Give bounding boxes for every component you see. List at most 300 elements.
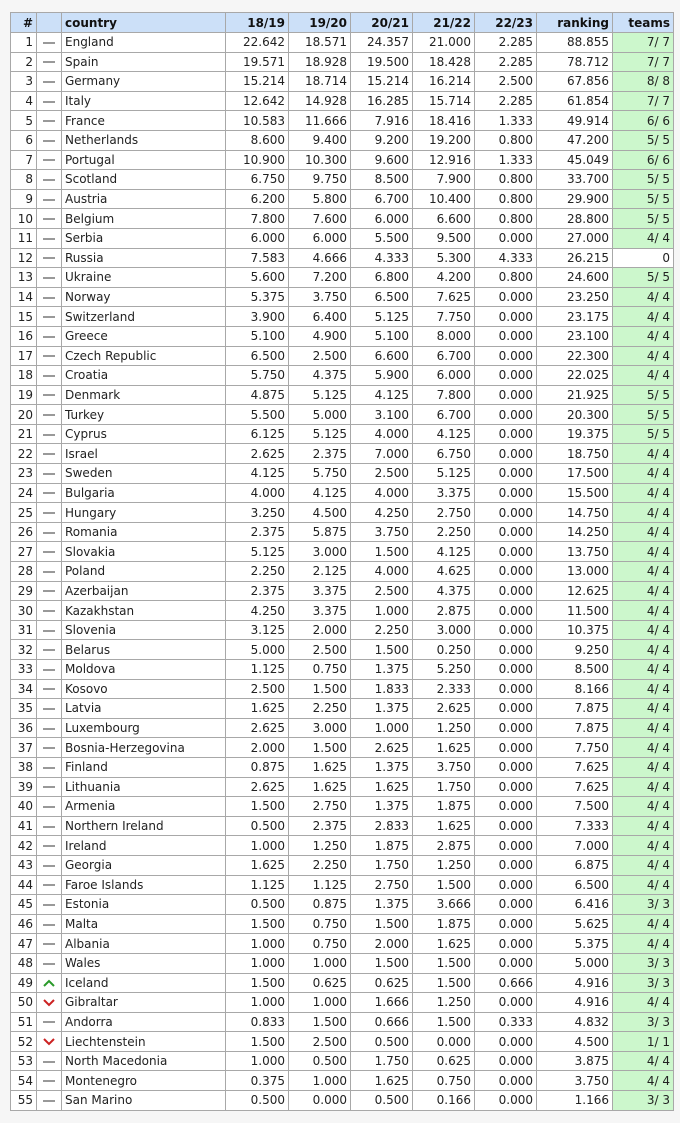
- header-country[interactable]: country: [62, 13, 226, 33]
- teams-cell: 4/ 4: [613, 620, 674, 640]
- season-19-20-cell: 18.571: [289, 33, 351, 53]
- rank-cell: 36: [11, 718, 37, 738]
- season-18-19-cell: 3.125: [226, 620, 289, 640]
- season-18-19-cell: 0.500: [226, 895, 289, 915]
- season-20-21-cell: 1.500: [351, 542, 413, 562]
- country-cell: Montenegro: [62, 1071, 226, 1091]
- rank-cell: 4: [11, 91, 37, 111]
- ranking-cell: 4.832: [537, 1012, 613, 1032]
- country-cell: Finland: [62, 757, 226, 777]
- season-21-22-cell: 1.625: [413, 816, 475, 836]
- trend-unchanged-icon: [42, 939, 56, 949]
- trend-unchanged-icon: [42, 410, 56, 420]
- rank-cell: 14: [11, 287, 37, 307]
- ranking-cell: 10.375: [537, 620, 613, 640]
- trend-unchanged-icon: [42, 214, 56, 224]
- table-row: [11, 33, 674, 53]
- season-21-22-cell: 1.250: [413, 855, 475, 875]
- season-18-19-cell: 1.125: [226, 660, 289, 680]
- trend-cell: [37, 934, 62, 954]
- rank-cell: 46: [11, 914, 37, 934]
- season-18-19-cell: 3.250: [226, 503, 289, 523]
- header-season-22-23[interactable]: 22/23: [475, 13, 537, 33]
- season-18-19-cell: 1.125: [226, 875, 289, 895]
- ranking-cell: 29.900: [537, 189, 613, 209]
- teams-cell: 3/ 3: [613, 973, 674, 993]
- season-19-20-cell: 5.125: [289, 424, 351, 444]
- season-19-20-cell: 1.500: [289, 1012, 351, 1032]
- season-18-19-cell: 7.583: [226, 248, 289, 268]
- season-20-21-cell: 1.833: [351, 679, 413, 699]
- table-row: [11, 875, 674, 895]
- header-row: [11, 13, 674, 33]
- table-row: [11, 993, 674, 1013]
- ranking-cell: 8.166: [537, 679, 613, 699]
- season-18-19-cell: 6.200: [226, 189, 289, 209]
- teams-cell: 4/ 4: [613, 797, 674, 817]
- table-row: [11, 503, 674, 523]
- season-19-20-cell: 5.750: [289, 464, 351, 484]
- country-cell: Belgium: [62, 209, 226, 229]
- ranking-cell: 7.625: [537, 757, 613, 777]
- season-20-21-cell: 5.100: [351, 326, 413, 346]
- country-cell: Hungary: [62, 503, 226, 523]
- trend-cell: [37, 679, 62, 699]
- trend-unchanged-icon: [42, 155, 56, 165]
- country-cell: Malta: [62, 914, 226, 934]
- table-row: [11, 718, 674, 738]
- season-22-23-cell: 0.000: [475, 757, 537, 777]
- season-19-20-cell: 4.125: [289, 483, 351, 503]
- ranking-cell: 9.250: [537, 640, 613, 660]
- season-20-21-cell: 0.625: [351, 973, 413, 993]
- season-21-22-cell: 5.125: [413, 464, 475, 484]
- season-20-21-cell: 6.800: [351, 268, 413, 288]
- season-19-20-cell: 1.500: [289, 679, 351, 699]
- rank-cell: 38: [11, 757, 37, 777]
- table-row: [11, 973, 674, 993]
- country-cell: Wales: [62, 953, 226, 973]
- teams-cell: 5/ 5: [613, 268, 674, 288]
- season-18-19-cell: 10.583: [226, 111, 289, 131]
- season-20-21-cell: 1.375: [351, 895, 413, 915]
- season-22-23-cell: 2.285: [475, 52, 537, 72]
- rank-cell: 17: [11, 346, 37, 366]
- trend-unchanged-icon: [42, 332, 56, 342]
- season-18-19-cell: 2.500: [226, 679, 289, 699]
- season-18-19-cell: 1.000: [226, 953, 289, 973]
- table-row: [11, 836, 674, 856]
- ranking-cell: 28.800: [537, 209, 613, 229]
- trend-unchanged-icon: [42, 1096, 56, 1106]
- season-20-21-cell: 1.625: [351, 777, 413, 797]
- teams-cell: 3/ 3: [613, 895, 674, 915]
- table-row: [11, 72, 674, 92]
- trend-cell: [37, 836, 62, 856]
- table-row: [11, 287, 674, 307]
- rank-cell: 12: [11, 248, 37, 268]
- header-season-20-21[interactable]: 20/21: [351, 13, 413, 33]
- ranking-cell: 7.625: [537, 777, 613, 797]
- season-22-23-cell: 0.000: [475, 307, 537, 327]
- trend-unchanged-icon: [42, 645, 56, 655]
- teams-cell: 4/ 4: [613, 993, 674, 1013]
- season-19-20-cell: 5.875: [289, 522, 351, 542]
- season-20-21-cell: 0.500: [351, 1032, 413, 1052]
- ranking-cell: 7.875: [537, 718, 613, 738]
- trend-unchanged-icon: [42, 959, 56, 969]
- trend-cell: [37, 738, 62, 758]
- ranking-cell: 4.500: [537, 1032, 613, 1052]
- teams-cell: 4/ 4: [613, 307, 674, 327]
- season-18-19-cell: 4.000: [226, 483, 289, 503]
- teams-cell: 7/ 7: [613, 33, 674, 53]
- season-22-23-cell: 0.000: [475, 993, 537, 1013]
- season-19-20-cell: 4.375: [289, 366, 351, 386]
- season-21-22-cell: 8.000: [413, 326, 475, 346]
- country-cell: Portugal: [62, 150, 226, 170]
- season-22-23-cell: 0.666: [475, 973, 537, 993]
- country-cell: England: [62, 33, 226, 53]
- ranking-cell: 24.600: [537, 268, 613, 288]
- season-22-23-cell: 0.000: [475, 816, 537, 836]
- season-21-22-cell: 2.750: [413, 503, 475, 523]
- ranking-cell: 21.925: [537, 385, 613, 405]
- season-20-21-cell: 4.250: [351, 503, 413, 523]
- ranking-cell: 18.750: [537, 444, 613, 464]
- season-19-20-cell: 4.666: [289, 248, 351, 268]
- teams-cell: 4/ 4: [613, 1071, 674, 1091]
- season-21-22-cell: 0.250: [413, 640, 475, 660]
- table-row: [11, 660, 674, 680]
- season-20-21-cell: 3.750: [351, 522, 413, 542]
- trend-cell: [37, 1012, 62, 1032]
- trend-unchanged-icon: [42, 606, 56, 616]
- season-20-21-cell: 1.500: [351, 914, 413, 934]
- table-header: [11, 13, 674, 33]
- country-cell: Ukraine: [62, 268, 226, 288]
- season-18-19-cell: 6.750: [226, 170, 289, 190]
- ranking-cell: 22.025: [537, 366, 613, 386]
- season-19-20-cell: 2.250: [289, 699, 351, 719]
- teams-cell: 3/ 3: [613, 1091, 674, 1111]
- season-20-21-cell: 2.625: [351, 738, 413, 758]
- teams-cell: 4/ 4: [613, 228, 674, 248]
- trend-unchanged-icon: [42, 900, 56, 910]
- country-cell: France: [62, 111, 226, 131]
- table-row: [11, 366, 674, 386]
- season-20-21-cell: 1.750: [351, 1051, 413, 1071]
- season-21-22-cell: 5.300: [413, 248, 475, 268]
- ranking-cell: 23.100: [537, 326, 613, 346]
- table-row: [11, 620, 674, 640]
- trend-unchanged-icon: [42, 136, 56, 146]
- trend-cell: [37, 464, 62, 484]
- trend-cell: [37, 268, 62, 288]
- table-row: [11, 1071, 674, 1091]
- table-row: [11, 542, 674, 562]
- season-19-20-cell: 18.928: [289, 52, 351, 72]
- rank-cell: 30: [11, 601, 37, 621]
- season-19-20-cell: 7.200: [289, 268, 351, 288]
- table-row: [11, 385, 674, 405]
- season-18-19-cell: 5.600: [226, 268, 289, 288]
- country-cell: Cyprus: [62, 424, 226, 444]
- season-18-19-cell: 2.625: [226, 444, 289, 464]
- table-row: [11, 797, 674, 817]
- trend-cell: [37, 483, 62, 503]
- season-19-20-cell: 5.800: [289, 189, 351, 209]
- season-21-22-cell: 18.416: [413, 111, 475, 131]
- teams-cell: 4/ 4: [613, 581, 674, 601]
- rank-cell: 1: [11, 33, 37, 53]
- season-21-22-cell: 2.875: [413, 601, 475, 621]
- teams-cell: 5/ 5: [613, 170, 674, 190]
- trend-cell: [37, 91, 62, 111]
- rank-cell: 41: [11, 816, 37, 836]
- season-20-21-cell: 5.900: [351, 366, 413, 386]
- season-21-22-cell: 7.750: [413, 307, 475, 327]
- season-22-23-cell: 0.000: [475, 581, 537, 601]
- season-20-21-cell: 1.875: [351, 836, 413, 856]
- season-22-23-cell: 0.000: [475, 542, 537, 562]
- season-21-22-cell: 12.916: [413, 150, 475, 170]
- season-19-20-cell: 18.714: [289, 72, 351, 92]
- trend-cell: [37, 209, 62, 229]
- table-row: [11, 699, 674, 719]
- season-21-22-cell: 1.500: [413, 973, 475, 993]
- rank-cell: 39: [11, 777, 37, 797]
- rank-cell: 8: [11, 170, 37, 190]
- season-21-22-cell: 1.625: [413, 738, 475, 758]
- ranking-cell: 5.000: [537, 953, 613, 973]
- trend-cell: [37, 170, 62, 190]
- teams-cell: 4/ 4: [613, 601, 674, 621]
- table-row: [11, 581, 674, 601]
- country-cell: Austria: [62, 189, 226, 209]
- trend-cell: [37, 1091, 62, 1111]
- season-22-23-cell: 0.000: [475, 953, 537, 973]
- ranking-cell: 3.875: [537, 1051, 613, 1071]
- trend-cell: [37, 130, 62, 150]
- trend-unchanged-icon: [42, 390, 56, 400]
- trend-cell: [37, 189, 62, 209]
- trend-cell: [37, 777, 62, 797]
- country-cell: Croatia: [62, 366, 226, 386]
- ranking-cell: 11.500: [537, 601, 613, 621]
- season-18-19-cell: 6.000: [226, 228, 289, 248]
- ranking-cell: 17.500: [537, 464, 613, 484]
- season-21-22-cell: 1.625: [413, 934, 475, 954]
- trend-up-icon: [42, 978, 56, 988]
- country-cell: Gibraltar: [62, 993, 226, 1013]
- trend-cell: [37, 287, 62, 307]
- rank-cell: 20: [11, 405, 37, 425]
- trend-unchanged-icon: [42, 38, 56, 48]
- season-19-20-cell: 0.000: [289, 1091, 351, 1111]
- season-20-21-cell: 0.500: [351, 1091, 413, 1111]
- teams-cell: 4/ 4: [613, 679, 674, 699]
- teams-cell: 4/ 4: [613, 718, 674, 738]
- country-cell: Spain: [62, 52, 226, 72]
- season-19-20-cell: 0.875: [289, 895, 351, 915]
- trend-unchanged-icon: [42, 684, 56, 694]
- table-row: [11, 562, 674, 582]
- trend-unchanged-icon: [42, 802, 56, 812]
- season-21-22-cell: 3.000: [413, 620, 475, 640]
- trend-unchanged-icon: [42, 312, 56, 322]
- season-18-19-cell: 1.625: [226, 699, 289, 719]
- trend-cell: [37, 640, 62, 660]
- header-season-21-22[interactable]: 21/22: [413, 13, 475, 33]
- season-22-23-cell: 0.000: [475, 346, 537, 366]
- table-row: [11, 738, 674, 758]
- trend-cell: [37, 816, 62, 836]
- season-22-23-cell: 0.000: [475, 640, 537, 660]
- season-20-21-cell: 1.375: [351, 757, 413, 777]
- season-18-19-cell: 5.500: [226, 405, 289, 425]
- season-18-19-cell: 0.500: [226, 1091, 289, 1111]
- trend-cell: [37, 150, 62, 170]
- season-20-21-cell: 2.000: [351, 934, 413, 954]
- country-cell: Iceland: [62, 973, 226, 993]
- trend-unchanged-icon: [42, 567, 56, 577]
- trend-unchanged-icon: [42, 822, 56, 832]
- country-cell: Armenia: [62, 797, 226, 817]
- season-18-19-cell: 2.375: [226, 581, 289, 601]
- season-21-22-cell: 0.625: [413, 1051, 475, 1071]
- rank-cell: 15: [11, 307, 37, 327]
- trend-cell: [37, 503, 62, 523]
- season-20-21-cell: 1.375: [351, 660, 413, 680]
- trend-unchanged-icon: [42, 880, 56, 890]
- season-22-23-cell: 0.000: [475, 718, 537, 738]
- season-21-22-cell: 9.500: [413, 228, 475, 248]
- season-21-22-cell: 3.750: [413, 757, 475, 777]
- table-row: [11, 1032, 674, 1052]
- country-cell: Poland: [62, 562, 226, 582]
- season-22-23-cell: 0.000: [475, 1091, 537, 1111]
- country-cell: Bulgaria: [62, 483, 226, 503]
- table-row: [11, 953, 674, 973]
- table-row: [11, 522, 674, 542]
- season-19-20-cell: 6.000: [289, 228, 351, 248]
- header-rank[interactable]: #: [11, 13, 37, 33]
- season-22-23-cell: 4.333: [475, 248, 537, 268]
- trend-unchanged-icon: [42, 234, 56, 244]
- ranking-cell: 13.000: [537, 562, 613, 582]
- season-20-21-cell: 6.700: [351, 189, 413, 209]
- season-22-23-cell: 0.000: [475, 836, 537, 856]
- season-18-19-cell: 0.833: [226, 1012, 289, 1032]
- header-season-19-20[interactable]: 19/20: [289, 13, 351, 33]
- season-22-23-cell: 0.000: [475, 601, 537, 621]
- country-coefficient-table: [10, 12, 674, 1111]
- season-22-23-cell: 0.000: [475, 562, 537, 582]
- season-22-23-cell: 0.000: [475, 405, 537, 425]
- season-21-22-cell: 1.500: [413, 953, 475, 973]
- teams-cell: 5/ 5: [613, 405, 674, 425]
- teams-cell: 4/ 4: [613, 346, 674, 366]
- trend-cell: [37, 718, 62, 738]
- season-18-19-cell: 2.375: [226, 522, 289, 542]
- trend-cell: [37, 973, 62, 993]
- season-19-20-cell: 2.500: [289, 640, 351, 660]
- trend-unchanged-icon: [42, 586, 56, 596]
- season-18-19-cell: 10.900: [226, 150, 289, 170]
- season-22-23-cell: 0.800: [475, 130, 537, 150]
- ranking-cell: 20.300: [537, 405, 613, 425]
- season-18-19-cell: 2.625: [226, 777, 289, 797]
- ranking-cell: 14.750: [537, 503, 613, 523]
- country-cell: Romania: [62, 522, 226, 542]
- header-ranking[interactable]: ranking: [537, 13, 613, 33]
- season-19-20-cell: 4.900: [289, 326, 351, 346]
- season-18-19-cell: 4.875: [226, 385, 289, 405]
- trend-unchanged-icon: [42, 861, 56, 871]
- season-19-20-cell: 1.000: [289, 953, 351, 973]
- season-18-19-cell: 1.000: [226, 1051, 289, 1071]
- rank-cell: 40: [11, 797, 37, 817]
- trend-cell: [37, 993, 62, 1013]
- rank-cell: 26: [11, 522, 37, 542]
- season-18-19-cell: 1.000: [226, 993, 289, 1013]
- season-20-21-cell: 2.833: [351, 816, 413, 836]
- teams-cell: 8/ 8: [613, 72, 674, 92]
- table-row: [11, 424, 674, 444]
- rank-cell: 32: [11, 640, 37, 660]
- teams-cell: 4/ 4: [613, 914, 674, 934]
- season-22-23-cell: 0.000: [475, 934, 537, 954]
- table-row: [11, 209, 674, 229]
- season-20-21-cell: 6.600: [351, 346, 413, 366]
- ranking-cell: 1.166: [537, 1091, 613, 1111]
- trend-unchanged-icon: [42, 724, 56, 734]
- season-18-19-cell: 7.800: [226, 209, 289, 229]
- header-teams[interactable]: teams: [613, 13, 674, 33]
- season-21-22-cell: 1.250: [413, 718, 475, 738]
- trend-unchanged-icon: [42, 704, 56, 714]
- table-row: [11, 1012, 674, 1032]
- season-20-21-cell: 16.285: [351, 91, 413, 111]
- season-22-23-cell: 0.000: [475, 895, 537, 915]
- season-19-20-cell: 2.500: [289, 1032, 351, 1052]
- trend-cell: [37, 581, 62, 601]
- teams-cell: 7/ 7: [613, 52, 674, 72]
- ranking-cell: 27.000: [537, 228, 613, 248]
- rank-cell: 9: [11, 189, 37, 209]
- season-22-23-cell: 0.000: [475, 385, 537, 405]
- country-cell: Latvia: [62, 699, 226, 719]
- season-21-22-cell: 2.625: [413, 699, 475, 719]
- country-cell: Norway: [62, 287, 226, 307]
- season-18-19-cell: 22.642: [226, 33, 289, 53]
- table-row: [11, 52, 674, 72]
- season-20-21-cell: 6.000: [351, 209, 413, 229]
- season-21-22-cell: 18.428: [413, 52, 475, 72]
- trend-unchanged-icon: [42, 77, 56, 87]
- header-season-18-19[interactable]: 18/19: [226, 13, 289, 33]
- season-22-23-cell: 2.285: [475, 91, 537, 111]
- ranking-cell: 45.049: [537, 150, 613, 170]
- trend-unchanged-icon: [42, 920, 56, 930]
- table-row: [11, 248, 674, 268]
- season-19-20-cell: 9.400: [289, 130, 351, 150]
- season-21-22-cell: 6.600: [413, 209, 475, 229]
- season-21-22-cell: 7.625: [413, 287, 475, 307]
- trend-cell: [37, 346, 62, 366]
- country-cell: Kazakhstan: [62, 601, 226, 621]
